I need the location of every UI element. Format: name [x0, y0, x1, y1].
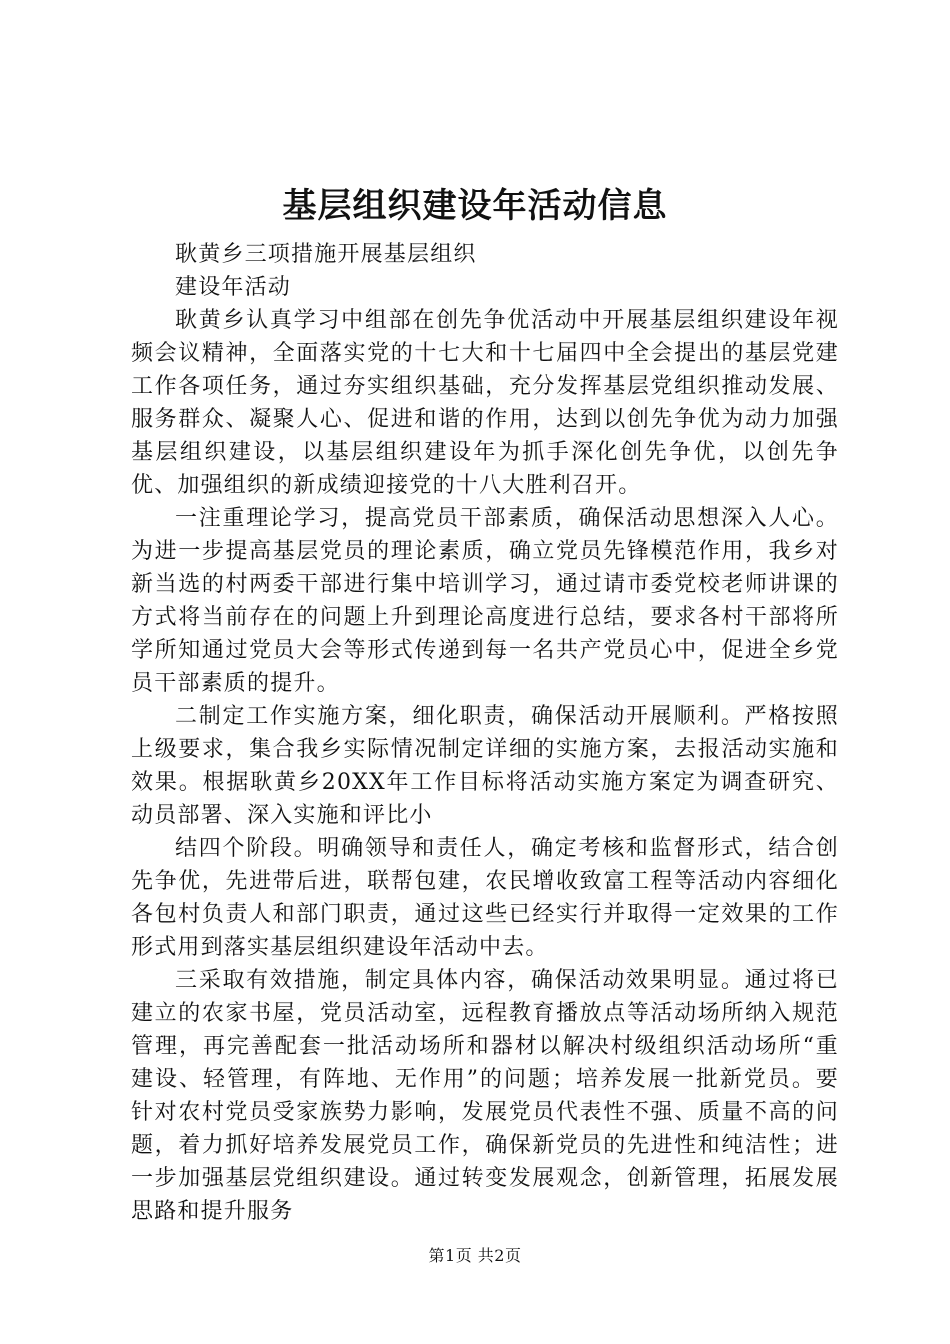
body-paragraph: 结四个阶段。明确领导和责任人，确定考核和监督形式，结合创先争优，先进带后进，联帮包建，农民增收致富工程等活动内容细化各包村负责人和部门职责，通过这些已经实行并取得一定效果的工作形式用到落实基层组织建设年活动中去。 [131, 836, 839, 960]
subtitle-line: 建设年活动 [175, 275, 292, 300]
body-paragraph: 一注重理论学习，提高党员干部素质，确保活动思想深入人心。为进一步提高基层党员的理论素质，确立党员先锋模范作用，我乡对新当选的村两委干部进行集中培训学习，通过请市委党校老师讲课的方式将当前存在的问题上升到理论高度进行总结，要求各村干部将所学所知通过党员大会等形式传递到每一名共产党员心中，促进全乡党员干部素质的提升。 [131, 506, 839, 696]
body-paragraph: 二制定工作实施方案，细化职责，确保活动开展顺利。严格按照上级要求，集合我乡实际情况制定详细的实施方案，去报活动实施和效果。根据耿黄乡20XX年工作目标将活动实施方案定为调查研究、动员部署、深入实施和评比小 [131, 704, 839, 828]
document-title: 基层组织建设年活动信息 [282, 186, 668, 226]
page-footer: 第1页 共2页 [428, 1246, 522, 1265]
subtitle-line: 耿黄乡三项措施开展基层组织 [175, 242, 477, 267]
body-paragraph: 耿黄乡认真学习中组部在创先争优活动中开展基层组织建设年视频会议精神，全面落实党的十七大和十七届四中全会提出的基层党建工作各项任务，通过夯实组织基础，充分发挥基层党组织推动发展、服务群众、凝聚人心、促进和谐的作用，达到以创先争优为动力加强基层组织建设，以基层组织建设年为抓手深化创先争优，以创先争优、加强组织的新成绩迎接党的十八大胜利召开。 [131, 308, 839, 498]
document-body [131, 238, 839, 1228]
body-paragraph: 三采取有效措施，制定具体内容，确保活动效果明显。通过将已建立的农家书屋，党员活动室，远程教育播放点等活动场所纳入规范管理，再完善配套一批活动场所和器材以解决村级组织活动场所“重建设、轻管理，有阵地、无作用”的问题；培养发展一批新党员。要针对农村党员受家族势力影响，发展党员代表性不强、质量不高的问题，着力抓好培养发展党员工作，确保新党员的先进性和纯洁性；进一步加强基层党组织建设。通过转变发展观念，创新管理，拓展发展思路和提升服务 [131, 968, 839, 1224]
